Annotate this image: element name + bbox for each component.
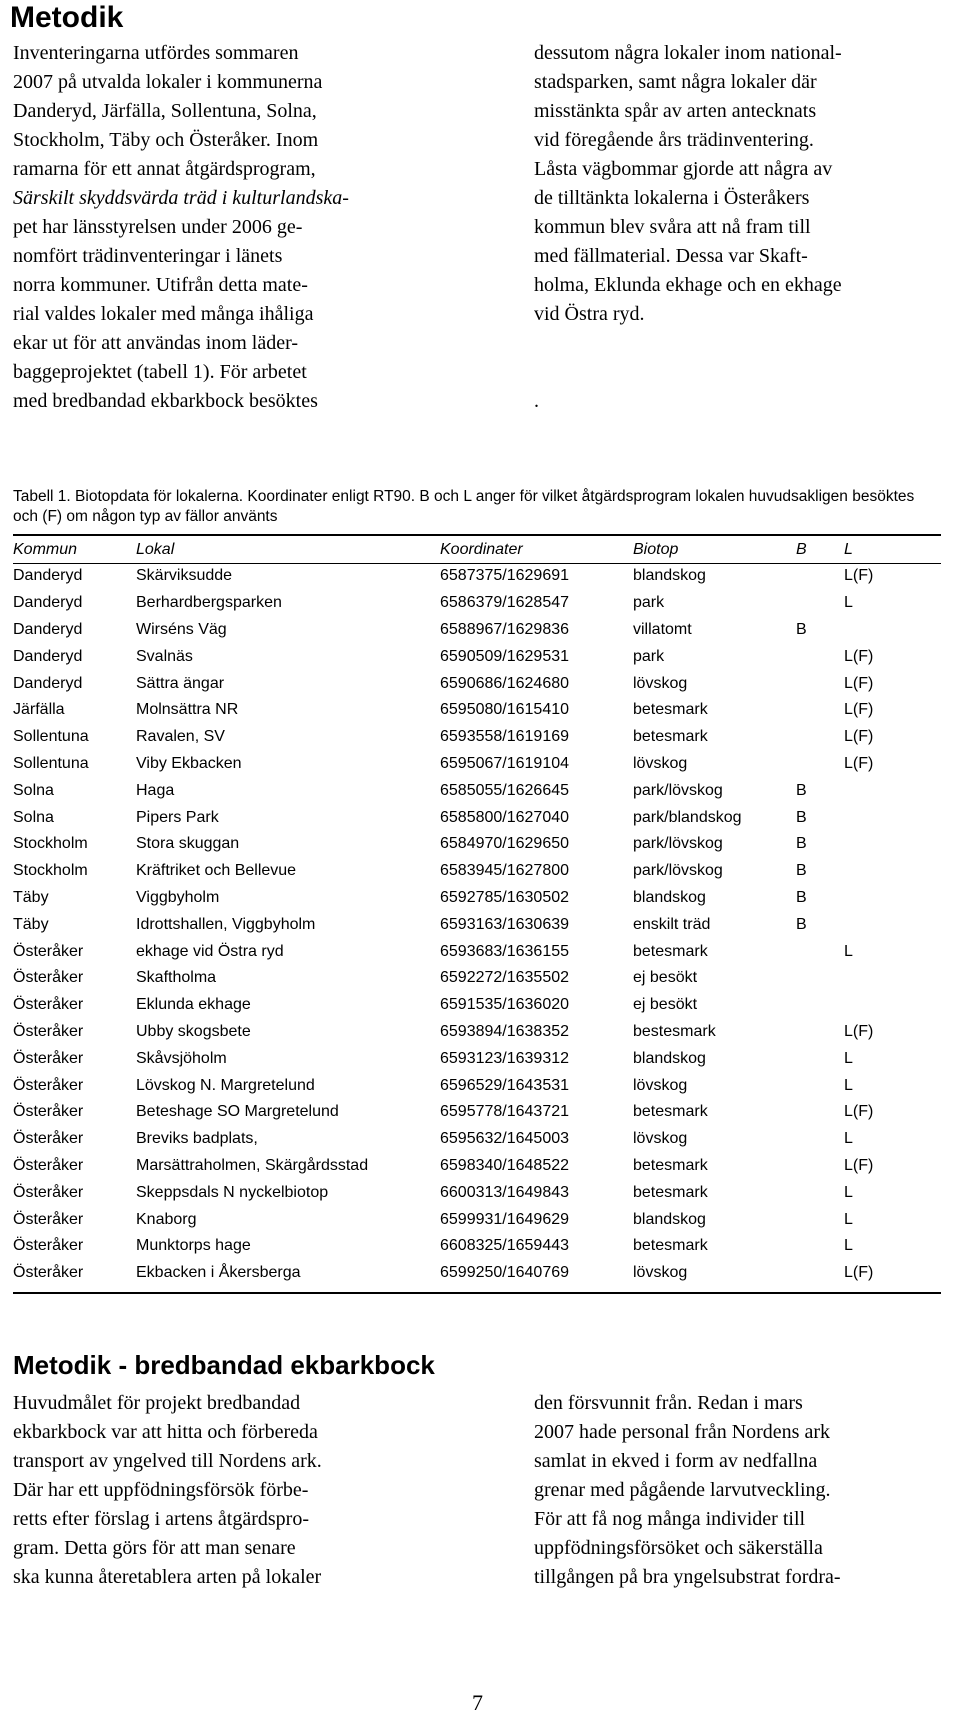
cell-kommun: Österåker [13, 1210, 84, 1228]
cell-kommun: Danderyd [13, 647, 83, 665]
cell-biotop: lövskog [633, 1264, 688, 1282]
cell-biotop: blandskog [633, 567, 706, 585]
cell-koordinater: 6598340/1648522 [440, 1156, 570, 1174]
table-row [13, 1019, 941, 1046]
cell-kommun: Stockholm [13, 835, 88, 853]
cell-koordinater: 6593163/1630639 [440, 915, 570, 933]
cell-biotop: ej besökt [633, 969, 698, 987]
cell-l [844, 831, 941, 858]
table-bottom-rule [13, 1292, 941, 1294]
cell-lokal: Breviks badplats, [136, 1130, 258, 1148]
cell-kommun: Solna [13, 781, 54, 799]
cell-koordinater: 6591535/1636020 [440, 996, 570, 1014]
cell-kommun: Österåker [13, 1183, 84, 1201]
cell-b [796, 1233, 844, 1260]
cell-koordinater: 6599931/1649629 [440, 1210, 570, 1228]
section-heading: Metodik - bredbandad ekbarkbock [13, 1350, 435, 1380]
table-row [13, 697, 941, 724]
cell-lokal: Kräftriket och Bellevue [136, 862, 297, 880]
table-row [13, 670, 941, 697]
cell-lokal: Skaftholma [136, 969, 217, 987]
header-biotop: Biotop [633, 540, 679, 558]
cell-biotop: park [633, 647, 665, 665]
cell-lokal: Ekbacken i Åkersberga [136, 1264, 301, 1282]
cell-b [796, 1206, 844, 1233]
cell-b [796, 1072, 844, 1099]
text-line: Stockholm, Täby och Österåker. Inom [13, 129, 319, 151]
text-line: vid Östra ryd. [534, 303, 645, 325]
cell-b [796, 670, 844, 697]
table-row [13, 1233, 941, 1260]
table-row [13, 1153, 941, 1180]
cell-b [796, 563, 844, 590]
cell-l: L [844, 1049, 853, 1067]
cell-l: L(F) [844, 647, 874, 665]
cell-biotop: park [633, 594, 665, 612]
table-caption: Tabell 1. Biotopdata för lokalerna. Koordinater enligt RT90. B och L anger för vilket åtgärdsprogram lokalen huvudsakligen besöktes och (F) om någon typ av fällor använts [13, 488, 915, 525]
cell-biotop: betesmark [633, 1103, 708, 1121]
cell-l: L(F) [844, 754, 874, 772]
cell-l: L(F) [844, 701, 874, 719]
cell-b: B [796, 915, 807, 933]
text-line: ska kunna återetablera arten på lokaler [13, 1566, 322, 1588]
cell-koordinater: 6608325/1659443 [440, 1237, 570, 1255]
cell-biotop: enskilt träd [633, 915, 711, 933]
cell-koordinater: 6584970/1629650 [440, 835, 570, 853]
text-line: ekbarkbock var att hitta och förbereda [13, 1421, 318, 1443]
cell-b [796, 697, 844, 724]
cell-lokal: Skärviksudde [136, 567, 233, 585]
cell-kommun: Danderyd [13, 594, 83, 612]
table-body [13, 563, 941, 1287]
text-line: holma, Eklunda ekhage och en ekhage [534, 274, 842, 296]
cell-l: L(F) [844, 1156, 874, 1174]
table-row [13, 724, 941, 751]
cell-biotop: betesmark [633, 1183, 708, 1201]
text-line: norra kommuner. Utifrån detta mate- [13, 274, 308, 296]
text-line: vid föregående års trädinventering. [534, 129, 814, 151]
cell-koordinater: 6595080/1615410 [440, 701, 570, 719]
cell-l: L(F) [844, 1264, 874, 1282]
cell-koordinater: 6590509/1629531 [440, 647, 570, 665]
cell-koordinater: 6585055/1626645 [440, 781, 570, 799]
table-row [13, 590, 941, 617]
cell-kommun: Sollentuna [13, 728, 89, 746]
cell-kommun: Österåker [13, 942, 84, 960]
cell-koordinater: 6592785/1630502 [440, 888, 570, 906]
text-line: 2007 på utvalda lokaler i kommunerna [13, 71, 323, 93]
cell-kommun: Täby [13, 915, 49, 933]
cell-koordinater: 6595778/1643721 [440, 1103, 570, 1121]
cell-b [796, 643, 844, 670]
cell-kommun: Österåker [13, 1156, 84, 1174]
header-koordinater: Koordinater [440, 540, 523, 558]
cell-b [796, 1099, 844, 1126]
cell-l [844, 858, 941, 885]
cell-kommun: Stockholm [13, 862, 88, 880]
table-row [13, 751, 941, 778]
cell-lokal: Skåvsjöholm [136, 1049, 227, 1067]
stray-dot: . [534, 390, 539, 412]
cell-biotop: blandskog [633, 888, 706, 906]
table-header-row [13, 536, 941, 563]
intro-right-column [534, 39, 954, 329]
cell-b [796, 1126, 844, 1153]
cell-lokal: Svalnäs [136, 647, 193, 665]
cell-l: L [844, 1183, 853, 1201]
cell-lokal: Idrottshallen, Viggbyholm [136, 915, 316, 933]
table-row [13, 992, 941, 1019]
cell-biotop: lövskog [633, 1076, 688, 1094]
section-left-column [13, 1389, 443, 1592]
biotope-table [13, 536, 941, 1287]
cell-biotop: betesmark [633, 942, 708, 960]
cell-b: B [796, 888, 807, 906]
cell-l: L [844, 942, 853, 960]
cell-l: L [844, 1130, 853, 1148]
table-row [13, 1126, 941, 1153]
text-line: den försvunnit från. Redan i mars [534, 1392, 803, 1414]
cell-kommun: Österåker [13, 1103, 84, 1121]
intro-left-column [13, 39, 443, 416]
cell-l: L(F) [844, 728, 874, 746]
cell-koordinater: 6599250/1640769 [440, 1264, 570, 1282]
table-row [13, 831, 941, 858]
section-right-column [534, 1389, 954, 1592]
cell-koordinater: 6592272/1635502 [440, 969, 570, 987]
cell-l: L(F) [844, 674, 874, 692]
text-line: Huvudmålet för projekt bredbandad [13, 1392, 301, 1414]
cell-koordinater: 6588967/1629836 [440, 620, 570, 638]
cell-koordinater: 6593558/1619169 [440, 728, 570, 746]
cell-lokal: Sättra ängar [136, 674, 225, 692]
cell-b [796, 938, 844, 965]
cell-biotop: bestesmark [633, 1022, 716, 1040]
cell-kommun: Österåker [13, 969, 84, 987]
cell-koordinater: 6596529/1643531 [440, 1076, 570, 1094]
table-row [13, 1099, 941, 1126]
header-l: L [844, 540, 853, 558]
cell-lokal: Eklunda ekhage [136, 996, 251, 1014]
cell-kommun: Österåker [13, 1130, 84, 1148]
text-line: transport av yngelved till Nordens ark. [13, 1450, 322, 1472]
cell-biotop: betesmark [633, 701, 708, 719]
text-line: grenar med pågående larvutveckling. [534, 1479, 831, 1501]
table-row [13, 1179, 941, 1206]
text-line: baggeprojektet (tabell 1). För arbetet [13, 361, 307, 383]
cell-lokal: Munktorps hage [136, 1237, 251, 1255]
cell-biotop: blandskog [633, 1049, 706, 1067]
cell-kommun: Solna [13, 808, 54, 826]
cell-kommun: Danderyd [13, 567, 83, 585]
cell-b [796, 1260, 844, 1287]
text-line: Inventeringarna utfördes sommaren [13, 42, 299, 64]
cell-koordinater: 6593123/1639312 [440, 1049, 570, 1067]
text-line: ramarna för ett annat åtgärdsprogram, [13, 158, 316, 180]
cell-l: L [844, 1076, 853, 1094]
cell-b [796, 1179, 844, 1206]
cell-kommun: Österåker [13, 1237, 84, 1255]
cell-b [796, 751, 844, 778]
cell-l: L(F) [844, 1022, 874, 1040]
cell-l: L [844, 1237, 853, 1255]
cell-b [796, 1153, 844, 1180]
text-line: rial valdes lokaler med många ihåliga [13, 303, 314, 325]
cell-koordinater: 6595067/1619104 [440, 754, 570, 772]
cell-kommun: Sollentuna [13, 754, 89, 772]
cell-koordinater: 6583945/1627800 [440, 862, 570, 880]
cell-koordinater: 6600313/1649843 [440, 1183, 570, 1201]
cell-lokal: Marsättraholmen, Skärgårdsstad [136, 1156, 369, 1174]
cell-lokal: Skeppsdals N nyckelbiotop [136, 1183, 329, 1201]
cell-b [796, 590, 844, 617]
cell-biotop: lövskog [633, 674, 688, 692]
cell-lokal: Pipers Park [136, 808, 219, 826]
cell-lokal: Berhardbergsparken [136, 594, 282, 612]
header-lokal: Lokal [136, 540, 175, 558]
cell-lokal: Beteshage SO Margretelund [136, 1103, 339, 1121]
text-line: samlat in ekved i form av nedfallna [534, 1450, 818, 1472]
cell-l [844, 911, 941, 938]
table-row [13, 804, 941, 831]
cell-b [796, 992, 844, 1019]
cell-lokal: Wirséns Väg [136, 620, 227, 638]
text-line: ekar ut för att användas inom läder- [13, 332, 299, 354]
table-row [13, 563, 941, 590]
text-line: misstänkta spår av arten antecknats [534, 100, 817, 122]
cell-koordinater: 6590686/1624680 [440, 674, 570, 692]
table-row [13, 1260, 941, 1287]
text-line: tillgången på bra yngelsubstrat fordra- [534, 1566, 841, 1588]
cell-b: B [796, 808, 807, 826]
table-row [13, 1072, 941, 1099]
text-line: stadsparken, samt några lokaler där [534, 71, 817, 93]
cell-lokal: Knaborg [136, 1210, 197, 1228]
text-line: med fällmaterial. Dessa var Skaft- [534, 245, 808, 267]
cell-biotop: park/lövskog [633, 781, 723, 799]
cell-kommun: Österåker [13, 1264, 84, 1282]
cell-l [844, 965, 941, 992]
text-line: 2007 hade personal från Nordens ark [534, 1421, 831, 1443]
text-line: pet har länsstyrelsen under 2006 ge- [13, 216, 303, 238]
cell-l [844, 992, 941, 1019]
cell-b: B [796, 835, 807, 853]
cell-kommun: Täby [13, 888, 49, 906]
table-row [13, 965, 941, 992]
cell-l: L [844, 1210, 853, 1228]
table-row [13, 1206, 941, 1233]
table-row [13, 777, 941, 804]
text-line: nomfört trädinventeringar i länets [13, 245, 283, 267]
text-line: gram. Detta görs för att man senare [13, 1537, 296, 1559]
cell-kommun: Österåker [13, 1076, 84, 1094]
text-line: Låsta vägbommar gjorde att några av [534, 158, 833, 180]
cell-kommun: Danderyd [13, 620, 83, 638]
text-line: retts efter förslag i artens åtgärdspro- [13, 1508, 309, 1530]
cell-l: L [844, 594, 853, 612]
page-heading: Metodik [10, 1, 124, 34]
cell-biotop: blandskog [633, 1210, 706, 1228]
header-kommun: Kommun [13, 540, 78, 558]
cell-biotop: park/lövskog [633, 862, 723, 880]
cell-biotop: park/blandskog [633, 808, 742, 826]
text-line-italic: Särskilt skyddsvärda träd i kulturlandska- [13, 187, 349, 209]
table-row [13, 911, 941, 938]
cell-biotop: lövskog [633, 1130, 688, 1148]
cell-lokal: Viby Ekbacken [136, 754, 242, 772]
page-number: 7 [472, 1690, 483, 1715]
cell-koordinater: 6586379/1628547 [440, 594, 570, 612]
cell-b: B [796, 862, 807, 880]
table-row [13, 643, 941, 670]
cell-lokal: Haga [136, 781, 175, 799]
cell-koordinater: 6585800/1627040 [440, 808, 570, 826]
cell-lokal: Viggbyholm [136, 888, 220, 906]
cell-koordinater: 6595632/1645003 [440, 1130, 570, 1148]
cell-biotop: betesmark [633, 1156, 708, 1174]
cell-biotop: park/lövskog [633, 835, 723, 853]
header-b: B [796, 540, 807, 558]
cell-kommun: Järfälla [13, 701, 65, 719]
cell-b [796, 1045, 844, 1072]
table-row [13, 617, 941, 644]
text-line: uppfödningsförsöket och säkerställa [534, 1537, 823, 1559]
cell-b [796, 724, 844, 751]
cell-l [844, 885, 941, 912]
table-row [13, 1045, 941, 1072]
cell-b: B [796, 620, 807, 638]
cell-koordinater: 6593894/1638352 [440, 1022, 570, 1040]
cell-biotop: ej besökt [633, 996, 698, 1014]
cell-l: L(F) [844, 1103, 874, 1121]
cell-kommun: Österåker [13, 1049, 84, 1067]
cell-kommun: Danderyd [13, 674, 83, 692]
cell-lokal: Ravalen, SV [136, 728, 225, 746]
table-row [13, 885, 941, 912]
cell-kommun: Österåker [13, 1022, 84, 1040]
cell-lokal: Molnsättra NR [136, 701, 239, 719]
cell-koordinater: 6593683/1636155 [440, 942, 570, 960]
cell-l [844, 617, 941, 644]
cell-l [844, 777, 941, 804]
cell-l: L(F) [844, 567, 874, 585]
cell-biotop: villatomt [633, 620, 692, 638]
cell-b [796, 1019, 844, 1046]
cell-kommun: Österåker [13, 996, 84, 1014]
table-row [13, 938, 941, 965]
text-line: dessutom några lokaler inom national- [534, 42, 842, 64]
text-line: Danderyd, Järfälla, Sollentuna, Solna, [13, 100, 317, 122]
table-row [13, 858, 941, 885]
cell-l [844, 804, 941, 831]
cell-koordinater: 6587375/1629691 [440, 567, 570, 585]
cell-b [796, 965, 844, 992]
cell-lokal: ekhage vid Östra ryd [136, 942, 284, 960]
text-line: Där har ett uppfödningsförsök förbe- [13, 1479, 309, 1501]
cell-lokal: Ubby skogsbete [136, 1022, 251, 1040]
cell-lokal: Lövskog N. Margretelund [136, 1076, 315, 1094]
cell-biotop: betesmark [633, 1237, 708, 1255]
cell-b: B [796, 781, 807, 799]
cell-biotop: betesmark [633, 728, 708, 746]
text-line: de tilltänkta lokalerna i Österåkers [534, 187, 810, 209]
cell-biotop: lövskog [633, 754, 688, 772]
text-line: kommun blev svåra att nå fram till [534, 216, 811, 238]
text-line: För att få nog många individer till [534, 1508, 806, 1530]
cell-lokal: Stora skuggan [136, 835, 240, 853]
text-line: med bredbandad ekbarkbock besöktes [13, 390, 318, 412]
